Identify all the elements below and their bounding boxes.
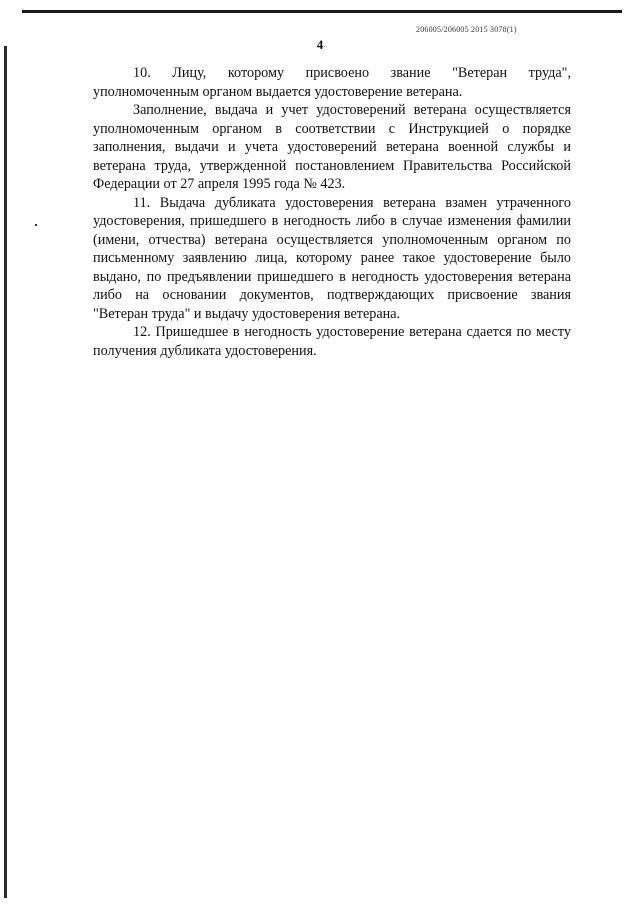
paragraph-11: 11. Выдача дубликата удостоверения ветерана взамен утраченного удостоверения, пришедшего в негодность либо в случае изменения фамилии (имени, отчества) ветерана осуществляется уполномоченным органом по письменному заявлению лица, которому ранее такое удостоверение было выдано, по предъявлении пришедшего в негодность удостоверения ветерана либо на основании документов, подтверждающих присвоение звания "Ветеран труда" и выдачу удостоверения ветерана. xyxy=(93,194,571,322)
scan-edge xyxy=(4,46,7,898)
document-code: 206005/206005 2015 3078(1) xyxy=(416,25,517,34)
scan-artifact xyxy=(35,224,37,226)
top-rule xyxy=(22,10,622,13)
page-number: 4 xyxy=(316,37,324,52)
paragraph-10-continued: Заполнение, выдача и учет удостоверений ветерана осуществляется уполномоченным органом в соответствии с Инструкцией о порядке заполнения, выдачи и учета удостоверений ветерана военной службы и ветерана труда, утвержденной постановлением Правительства Российской Федерации от 27 апреля 1995 года № 423. xyxy=(93,102,571,192)
paragraph-12: 12. Пришедшее в негодность удостоверение ветерана сдается по месту получения дубликата удостоверения. xyxy=(93,324,571,359)
document-body xyxy=(93,64,571,360)
paragraph-10: 10. Лицу, которому присвоено звание "Ветеран труда", уполномоченным органом выдается удостоверение ветерана. xyxy=(93,65,571,100)
